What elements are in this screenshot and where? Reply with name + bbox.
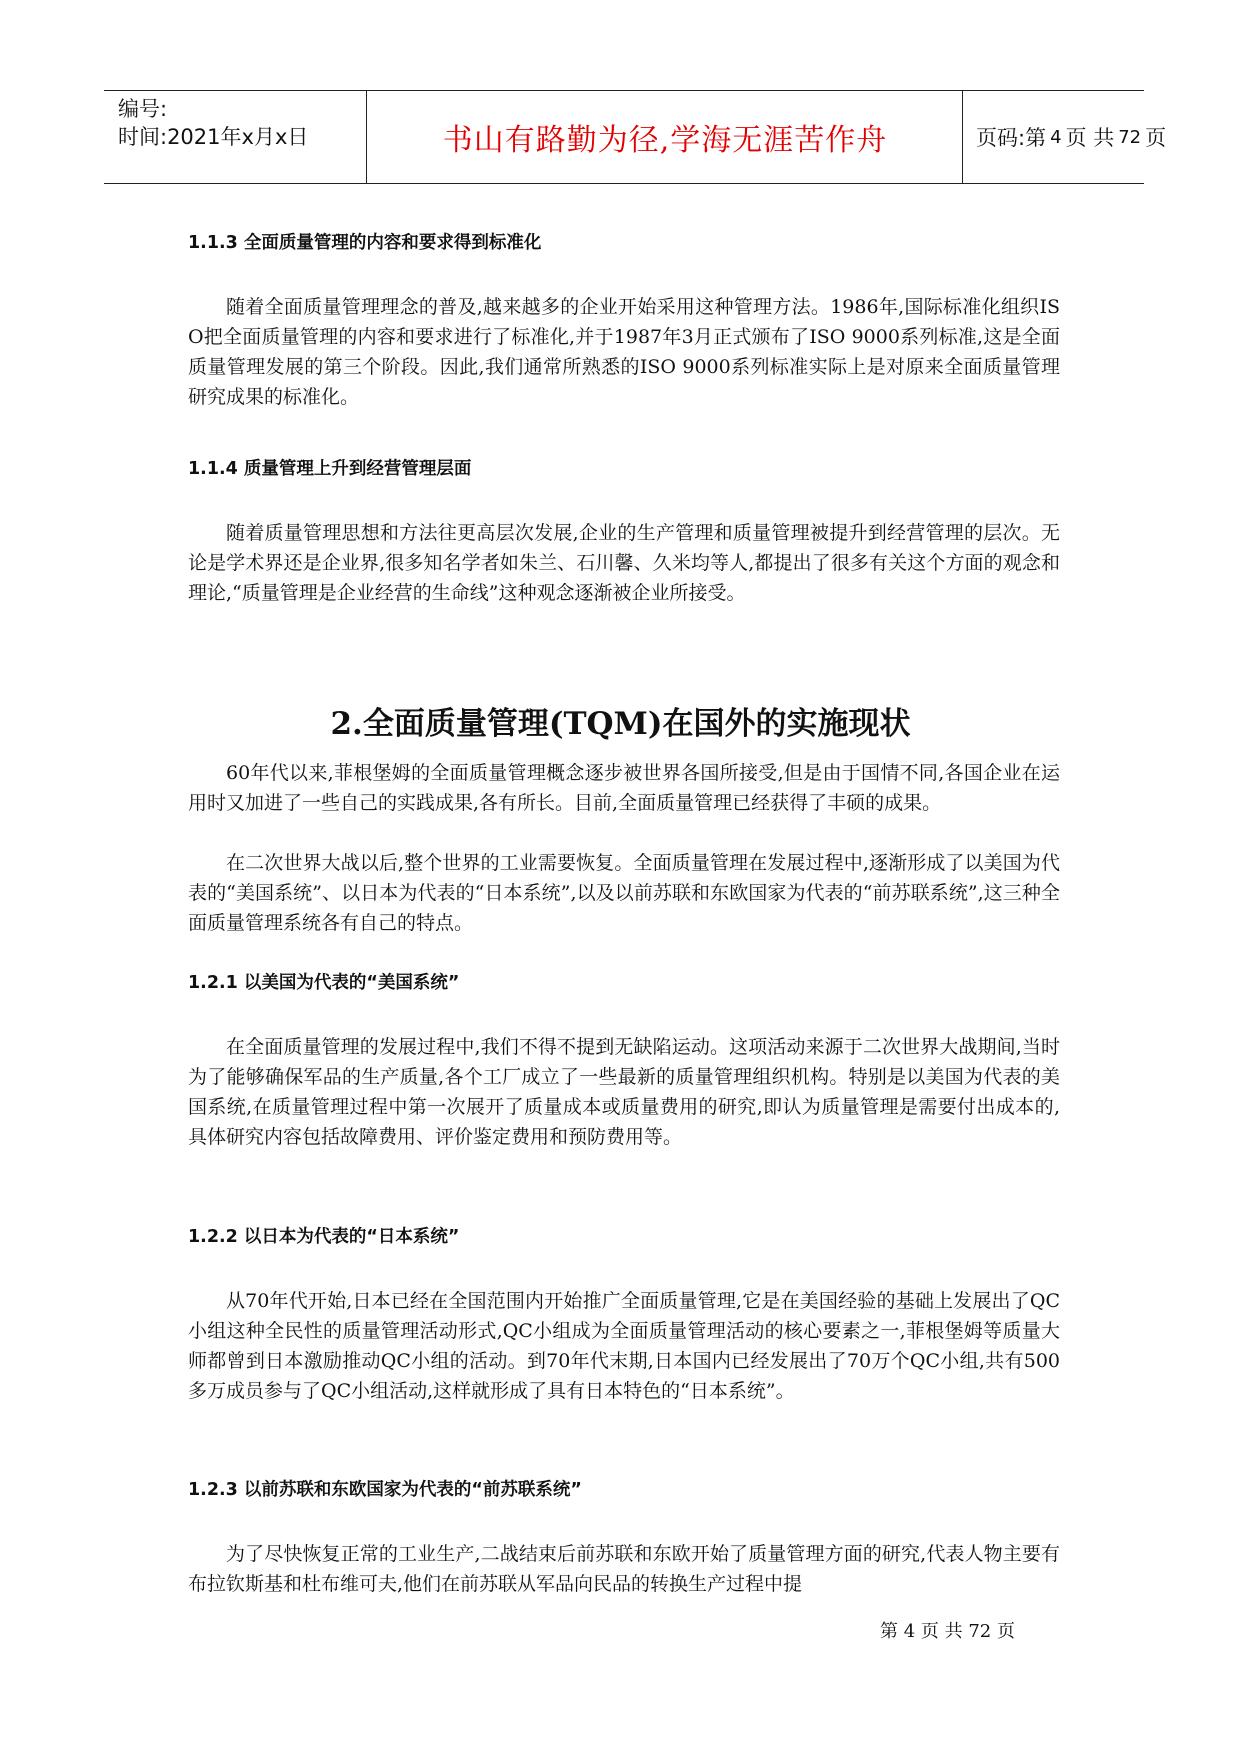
document-time: 时间:2021年x月x日	[118, 125, 309, 149]
section-body-1-2-3: 为了尽快恢复正常的工业生产,二战结束后前苏联和东欧开始了质量管理方面的研究,代表人物主要有布拉钦斯基和杜布维可夫,他们在前苏联从军品向民品的转换生产过程中提	[188, 1543, 1060, 1595]
section-body-1-2-1: 在全面质量管理的发展过程中,我们不得不提到无缺陷运动。这项活动来源于二次世界大战期间,当时为了能够确保军品的生产质量,各个工厂成立了一些最新的质量管理组织机构。特别是以美国为代表的美国系统,在质量管理过程中第一次展开了质量成本或质量费用的研究,即认为质量管理是需要付出成本的,具体研究内容包括故障费用、评价鉴定费用和预防费用等。	[188, 1036, 1060, 1148]
section-heading-1-2-3: 1.2.3 以前苏联和东欧国家为代表的“前苏联系统”	[188, 1480, 582, 1500]
section-body-1-1-3: 随着全面质量管理理念的普及,越来越多的企业开始采用这种管理方法。1986年,国际标准化组织ISO把全面质量管理的内容和要求进行了标准化,并于1987年3月正式颁布了ISO 9000系列标准,这是全面质量管理发展的第三个阶段。因此,我们通常所熟悉的ISO 9000系列标准实际上是对原来全面质量管理研究成果的标准化。	[188, 296, 1060, 408]
section-heading-1-1-4: 1.1.4 质量管理上升到经营管理层面	[188, 459, 472, 479]
page-prefix: 页码:第	[976, 126, 1047, 150]
header-meta	[118, 95, 366, 151]
section-heading-1-1-3: 1.1.3 全面质量管理的内容和要求得到标准化	[188, 233, 542, 253]
page-current: 4	[1050, 126, 1062, 148]
document-number-label: 编号:	[118, 97, 168, 121]
header-motto: 书山有路勤为径,学海无涯苦作舟	[442, 123, 888, 158]
header-divider-left	[366, 91, 367, 183]
header-divider-right	[962, 91, 963, 183]
chapter-title: 2.全面质量管理(TQM)在国外的实施现状	[330, 706, 911, 742]
section-body-1-2-2: 从70年代开始,日本已经在全国范围内开始推广全面质量管理,它是在美国经验的基础上发展出了QC小组这种全民性的质量管理活动形式,QC小组成为全面质量管理活动的核心要素之一,菲根堡姆等质量大师都曾到日本激励推动QC小组的活动。到70年代末期,日本国内已经发展出了70万个QC小组,共有500多万成员参与了QC小组活动,这样就形成了具有日本特色的“日本系统”。	[188, 1290, 1060, 1402]
page-mid: 页 共	[1065, 126, 1115, 150]
page-header	[104, 90, 1167, 184]
section-body-1-1-4: 随着质量管理思想和方法往更高层次发展,企业的生产管理和质量管理被提升到经营管理的层次。无论是学术界还是企业界,很多知名学者如朱兰、石川馨、久米均等人,都提出了很多有关这个方面的观念和理论,“质量管理是企业经营的生命线”这种观念逐渐被企业所接受。	[188, 522, 1060, 604]
page-total: 72	[1118, 126, 1142, 148]
header-page-number	[976, 91, 1166, 183]
chapter-intro-paragraph-1: 60年代以来,菲根堡姆的全面质量管理概念逐步被世界各国所接受,但是由于国情不同,各国企业在运用时又加进了一些自己的实践成果,各有所长。目前,全面质量管理已经获得了丰硕的成果。	[188, 762, 1060, 814]
page-footer: 第 4 页 共 72 页	[880, 1621, 1015, 1642]
section-heading-1-2-1: 1.2.1 以美国为代表的“美国系统”	[188, 973, 460, 993]
page-suffix: 页	[1145, 126, 1167, 150]
section-heading-1-2-2: 1.2.2 以日本为代表的“日本系统”	[188, 1227, 460, 1247]
chapter-intro-paragraph-2: 在二次世界大战以后,整个世界的工业需要恢复。全面质量管理在发展过程中,逐渐形成了以美国为代表的“美国系统”、以日本为代表的“日本系统”,以及以前苏联和东欧国家为代表的“前苏联系统”,这三种全面质量管理系统各有自己的特点。	[188, 852, 1060, 934]
